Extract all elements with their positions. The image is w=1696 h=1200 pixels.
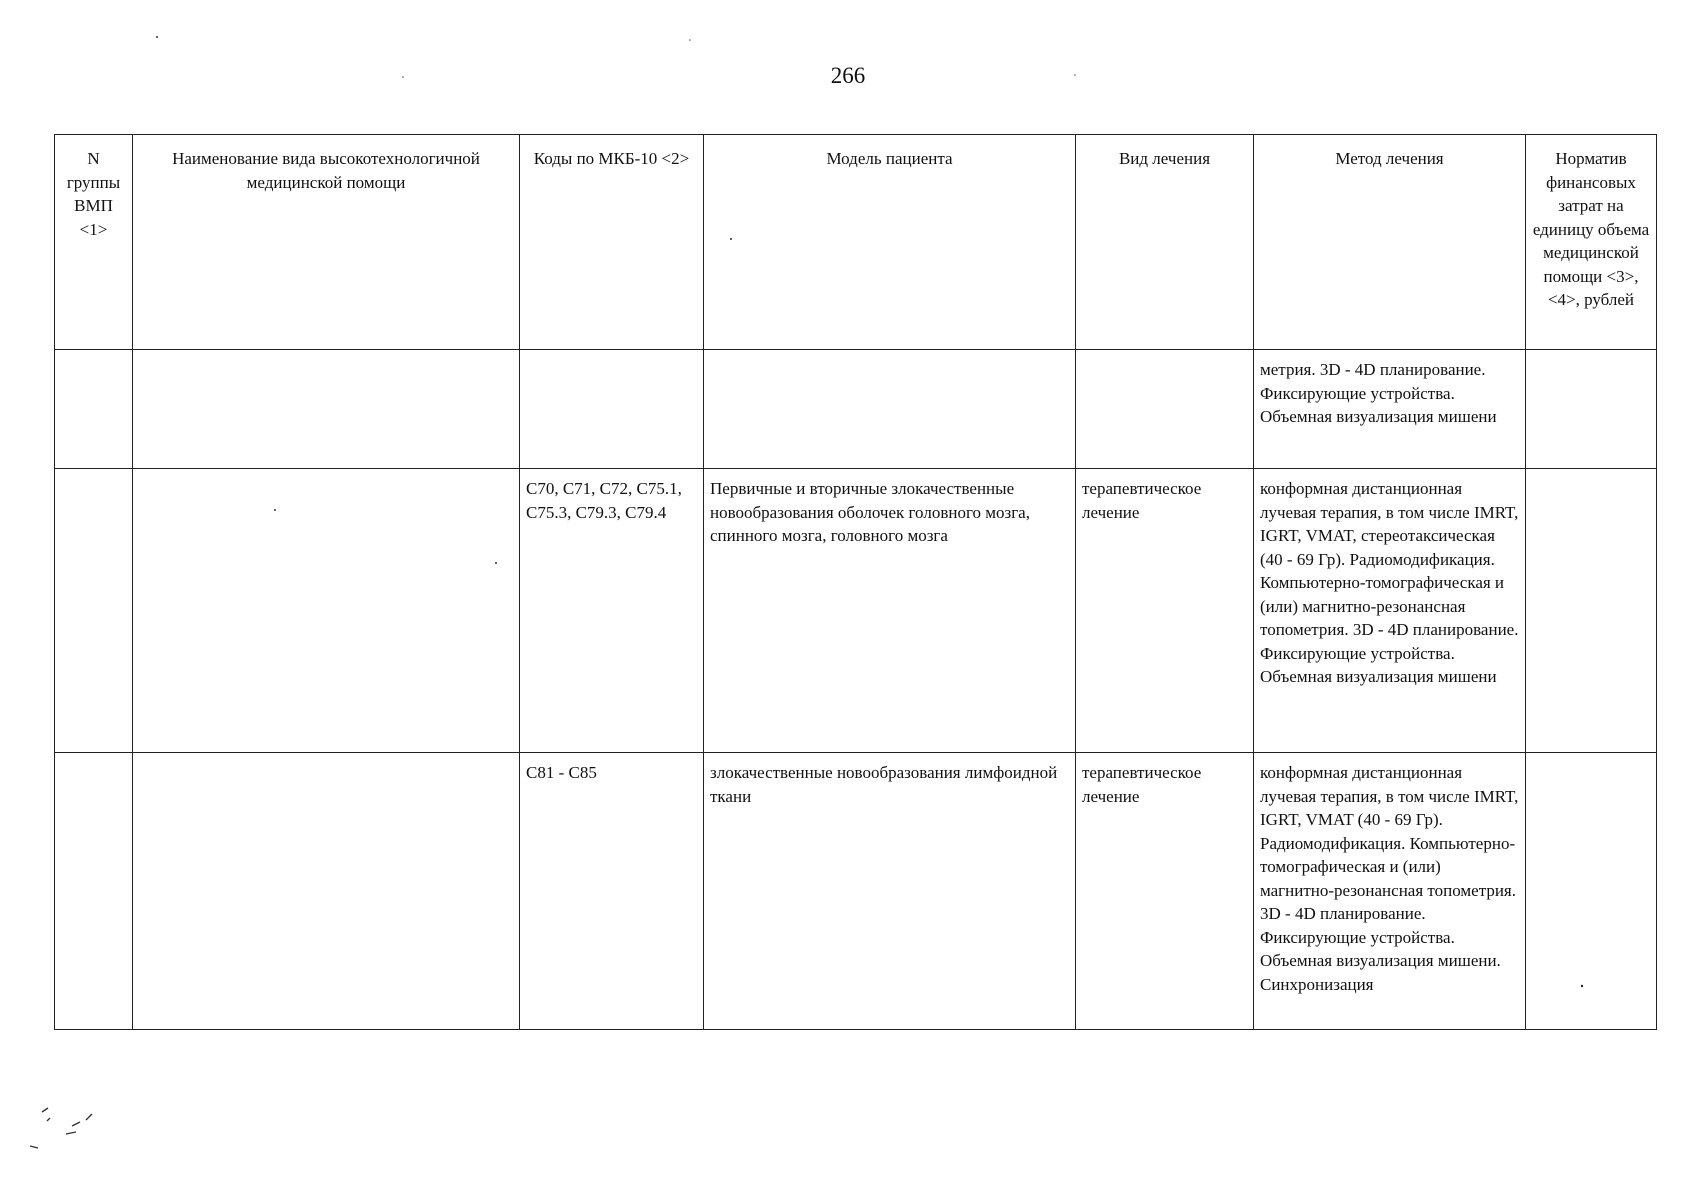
cell-treatment-method: конформная дистанционная лучевая терапия, в том числе IMRT, IGRT, VMAT (40 - 69 Гр). Радиомодификация. Компьютерно-томографическая и (или) магнитно-резонансная топометрия. 3D - 4D планирование. Фиксирующие устройства. Объемная визуализация мишени. Синхронизация: [1254, 753, 1526, 1030]
cell-care-type-name: [133, 469, 520, 753]
header-treatment-type: Вид лечения: [1076, 135, 1254, 350]
cell-icd10-codes: C81 - C85: [520, 753, 704, 1030]
header-icd10-codes: Коды по МКБ-10 <2>: [520, 135, 704, 350]
table-row: [55, 350, 1657, 469]
cell-cost-norm: [1526, 753, 1657, 1030]
header-group-number: N группы ВМП <1>: [55, 135, 133, 350]
cell-group-number: [55, 753, 133, 1030]
cell-care-type-name: [133, 350, 520, 469]
cell-patient-model: [704, 350, 1076, 469]
header-row: [55, 135, 1657, 350]
cell-care-type-name: [133, 753, 520, 1030]
cell-treatment-method: конформная дистанционная лучевая терапия, в том числе IMRT, IGRT, VMAT, стереотаксическая (40 - 69 Гр). Радиомодификация. Компьютерно-томографическая и (или) магнитно-резонансная топометрия. 3D - 4D планирование. Фиксирующие устройства. Объемная визуализация мишени: [1254, 469, 1526, 753]
cell-treatment-type: терапевтическое лечение: [1076, 469, 1254, 753]
cell-cost-norm: [1526, 350, 1657, 469]
header-patient-model: Модель пациента: [704, 135, 1076, 350]
cell-treatment-type: терапевтическое лечение: [1076, 753, 1254, 1030]
header-cost-norm: Норматив финансовых затрат на единицу объема медицинской помощи <3>, <4>, рублей: [1526, 135, 1657, 350]
cell-icd10-codes: [520, 350, 704, 469]
cell-icd10-codes: C70, C71, C72, C75.1, C75.3, C79.3, C79.4: [520, 469, 704, 753]
header-care-type-name: Наименование вида высокотехнологичной медицинской помощи: [133, 135, 520, 350]
table-row: [55, 753, 1657, 1030]
table-row: [55, 469, 1657, 753]
cell-cost-norm: [1526, 469, 1657, 753]
vmp-table: [54, 134, 1657, 1030]
header-treatment-method: Метод лечения: [1254, 135, 1526, 350]
cell-treatment-type: [1076, 350, 1254, 469]
cell-patient-model: Первичные и вторичные злокачественные новообразования оболочек головного мозга, спинного мозга, головного мозга: [704, 469, 1076, 753]
cell-patient-model: злокачественные новообразования лимфоидной ткани: [704, 753, 1076, 1030]
cell-treatment-method: метрия. 3D - 4D планирование. Фиксирующие устройства. Объемная визуализация мишени: [1254, 350, 1526, 469]
cell-group-number: [55, 469, 133, 753]
cell-group-number: [55, 350, 133, 469]
page-number: 266: [830, 63, 866, 88]
